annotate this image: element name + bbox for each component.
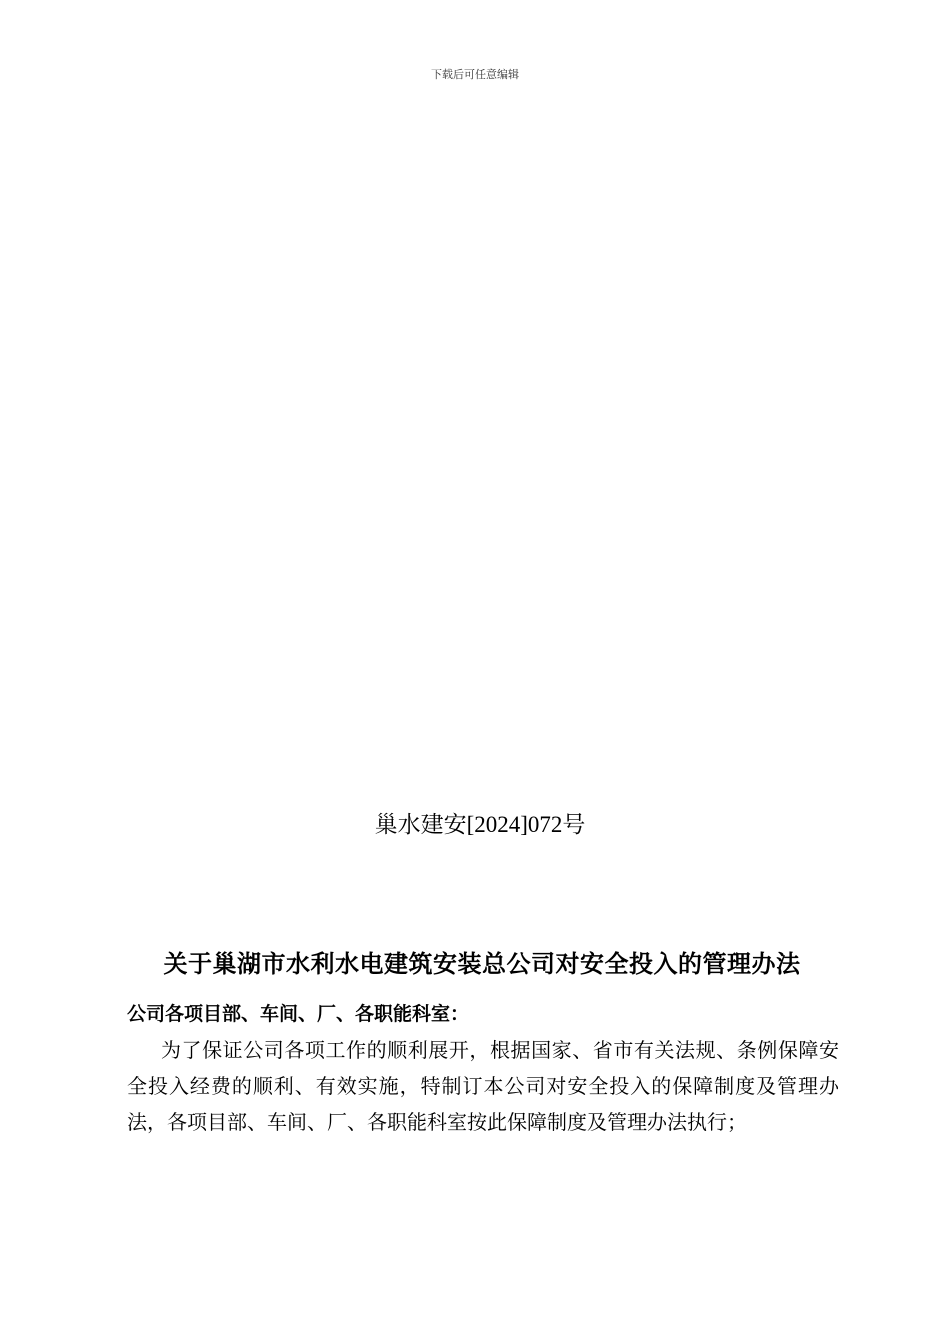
document-salutation: 公司各项目部、车间、厂、各职能科室： xyxy=(127,1003,470,1025)
document-number: 巢水建安[2024]072号 xyxy=(374,812,586,837)
body-paragraph: 为了保证公司各项工作的顺利展开，根据国家、省市有关法规、条例保障安全投入经费的顺利、有效实施，特制订本公司对安全投入的保障制度及管理办法，各项目部、车间、厂、各职能科室按此保障制度及管理办法执行； xyxy=(127,1038,839,1134)
page-header-note: 下载后可任意编辑 xyxy=(431,68,519,81)
document-title: 关于巢湖市水利水电建筑安装总公司对安全投入的管理办法 xyxy=(163,950,801,978)
